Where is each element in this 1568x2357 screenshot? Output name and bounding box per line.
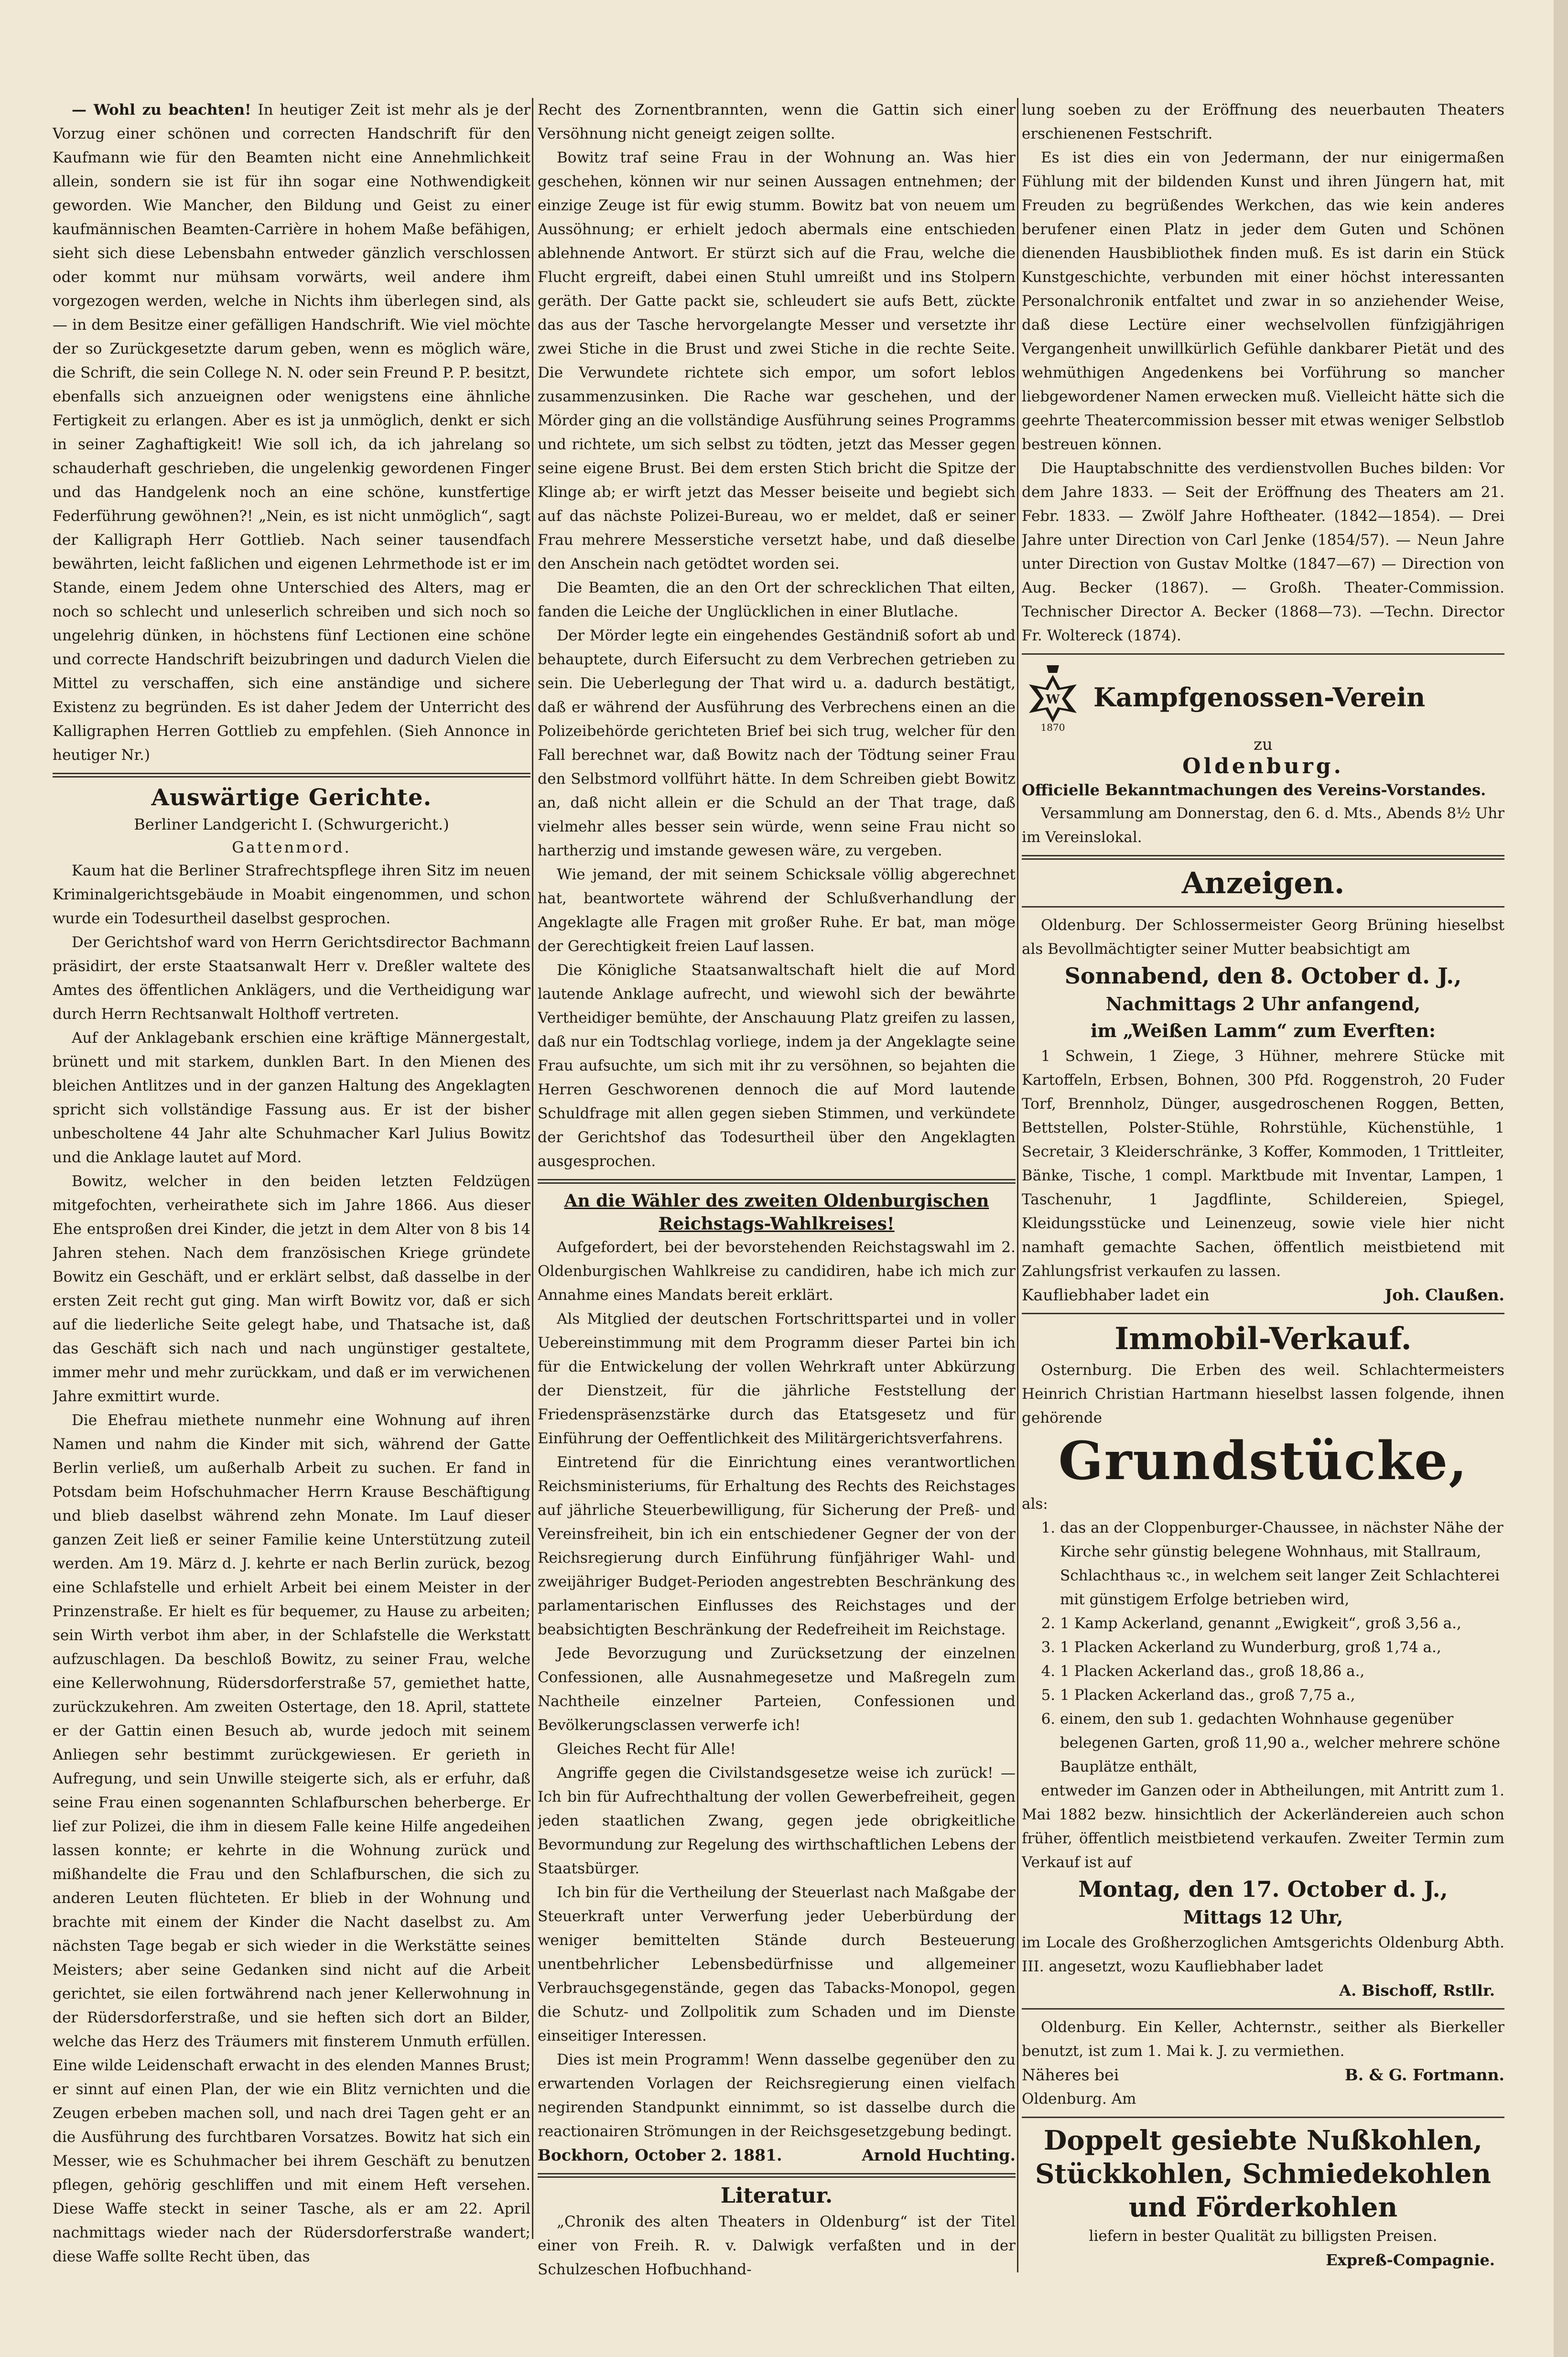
property-lot: 2. 1 Kamp Ackerland, genannt „Ewigkeit“, groß 3,56 a., [1060,1611,1504,1635]
property-place: im Locale des Großherzoglichen Amtsgerichts Oldenburg Abth. III. angesetzt, wozu Kaufliebhaber ladet [1022,1934,1504,1975]
cellar-place: Oldenburg. Am [1022,2090,1136,2108]
cellar-ad: Oldenburg. Ein Keller, Achternstr., seither als Bierkeller benutzt, ist zum 1. Mai k. J. zu vermiethen. [1022,2019,1504,2060]
column-1 [53,98,530,2347]
literature-continued: Es ist dies ein von Jedermann, der nur einigermaßen Fühlung mit der bildenden Kunst und ihren Jüngern hat, mit Freuden zu begrüßendes Werkchen, das wie kein anderes berufener einen Platz in jeder dem Guten und Schönen dienenden Hausbibliothek finden muß. Es ist darin ein Stück Kunstgeschichte, verbunden mit einer höchst interessanten Personalchronik entfaltet und zwar in so anziehender Weise, daß diese Lectüre einer wechselvollen fünfzigjährigen Vergangenheit unwillkürlich Gefühle dankbarer Pietät und des wehmüthigen Angedenkens bei Vorführung so mancher liebgewordener Namen erwecken muß. Vielleicht hätte sich die geehrte Theatercommission besser mit etwas weniger Selbstlob bestreuen können. [1022,149,1504,453]
svg-text:W: W [1046,692,1060,707]
coal-ad-heading: Doppelt gesiebte Nußkohlen, Stückkohlen, Schmiedekohlen und Förderkohlen [1035,2125,1492,2223]
property-sale-intro: Osternburg. Die Erben des weil. Schlachtermeisters Heinrich Christian Hartmann hieselbst lassen folgende, ihnen gehörende [1022,1362,1504,1427]
literature-heading: Literatur. [720,2184,833,2208]
column-rule [1017,98,1018,2272]
divider [53,773,530,778]
page-edge [1554,0,1568,2357]
property-lots [1022,1516,1504,1779]
appeal-paragraph: Aufgefordert, bei der bevorstehenden Reichstagswahl im 2. Oldenburgischen Wahlkreise zu candidiren, habe ich mich zur Annahme eines Mandats bereit erklärt. [538,1239,1016,1304]
property-heading: Grundstücke, [1058,1430,1468,1492]
article-paragraph: Der Gerichtshof ward von Herrn Gerichtsdirector Bachmann präsidirt, der erste Staatsanwalt Herr v. Dreßler waltete des Amtes des öffentlichen Anklägers, und die Vertheidigung war durch Herrn Rechtsanwalt Holthoff vertreten. [53,934,530,1023]
divider [538,2173,1016,2178]
association-city: Oldenburg. [1182,754,1344,778]
appeal-paragraph: Ich bin für die Vertheilung der Steuerlast nach Maßgabe der Steuerkraft unter Verwerfung jeder Ueberbürdung der weniger bemittelten Stände durch Besteuerung unentbehrlicher Lebensbedürfnisse und allgemeiner Verbrauchsgegenstände, gegen das Tabacks-Monopol, gegen die Schutz- und Zollpolitik zum Schaden und im Dienste einseitiger Interessen. [538,1884,1016,2044]
divider [1022,2117,1504,2118]
notice-intro: — Wohl zu beachten! [72,101,251,119]
auction-time: Nachmittags 2 Uhr anfangend, [1105,993,1421,1015]
auction-place: im „Weißen Lamm“ zum Everften: [1090,1020,1436,1041]
article-paragraph: Kaum hat die Berliner Strafrechtspflege ihren Sitz im neuen Kriminalgerichtsgebäude in Moabit eingenommen, und schon wurde ein Todesurtheil daselbst gesprochen. [53,862,530,927]
signature-name: Arnold Huchting. [862,2146,1016,2164]
divider [538,1179,1016,1184]
association-official: Officielle Bekanntmachungen des Vereins-Vorstandes. [1022,781,1486,799]
property-time: Mittags 12 Uhr, [1183,1906,1343,1928]
association-zu: zu [1254,735,1273,754]
cellar-firm: B. & G. Fortmann. [1344,2065,1504,2084]
cellar-signature [1022,2063,1504,2087]
property-lot: 6. einem, den sub 1. gedachten Wohnhause gegenüber belegenen Garten, groß 11,90 a., welcher mehrere schöne Bauplätze enthält, [1060,1707,1504,1779]
ads-heading: Anzeigen. [1181,865,1345,900]
property-tail: entweder im Ganzen oder in Abtheilungen, mit Antritt zum 1. Mai 1882 bezw. hinsichtlich der Ackerländereien auch schon früher, öffentlich meistbietend verkaufen. Zweiter Termin zum Verkauf ist auf [1022,1782,1504,1871]
notice-text: In heutiger Zeit ist mehr als je der Vorzug einer schönen und correcten Handschrift für den Kaufmann wie für den Beamten nicht eine Annehmlichkeit allein, sondern sie ist für ihn sogar eine Nothwendigkeit geworden. Wie Mancher, den Bildung und Geist zu einer kaufmännischen Beamten-Carrière in hohem Maße befähigen, sieht sich diese Lebensbahn entweder gänzlich verschlossen oder kommt nur mühsam vorwärts, weil andere ihm vorgezogen werden, welche in Nichts ihm überlegen sind, als — in dem Besitze einer gefälligen Handschrift. Wie viel möchte der so Zurückgesetzte darum geben, wenn es möglich wäre, die Schrift, die sein College N. N. oder sein Freund P. P. besitzt, ebenfalls sich anzueignen oder wenigstens eine ähnliche Fertigkeit zu erlangen. Aber es ist ja unmöglich, denkt er sich in seiner Zaghaftigkeit! Wie soll ich, da ich jahrelang so schauderhaft geschrieben, die ungelenkig gewordenen Finger und das Handgelenk noch an eine schöne, kunstfertige Federführung gewöhnen?! „Nein, es ist nicht unmöglich“, sagt der Kalligraph Herr Gottlieb. Nach seiner tausendfach bewährten, leicht faßlichen und eigenen Lehrmethode ist er im Stande, einem Jedem ohne Unterschied des Alters, mag er noch so schlecht und unleserlich schreiben und sich noch so ungelehrig dünken, in höchstens fünf Lectionen eine schöne und correcte Handschrift beizubringen und dadurch Vielen die Mittel zu verschaffen, sich eine anständige und sichere Existenz zu begründen. Es ist daher Jedem der Unterricht des Kalligraphen Herren Gottlieb zu empfehlen. (Sieh Annonce in heutiger Nr.) [53,101,530,764]
appeal-signature [538,2143,1016,2167]
article-paragraph: Bowitz, welcher in den beiden letzten Feldzügen mitgefochten, verheirathete sich im Jahre 1866. Aus dieser Ehe entsproßen drei Kinder, die jetzt in dem Alter von 8 bis 14 Jahren stehen. Nach dem französischen Kriege gründete Bowitz ein Geschäft, und er erklärt selbst, daß dasselbe in der ersten Zeit recht gut ging. Man wirft Bowitz vor, daß er sich auf die liederliche Seite gelegt habe, und Thatsache ist, daß das Geschäft sich nach und nach ungünstiger gestaltete, immer mehr und mehr zurückkam, und daß er im verwichenen Jahre exmittirt wurde. [53,1173,530,1405]
case-title: Gattenmord. [232,838,351,856]
article-paragraph: Die Ehefrau miethete nunmehr eine Wohnung auf ihren Namen und nahm die Kinder mit sich, während der Gatte Berlin verließ, um außerhalb Arbeit zu suchen. Er fand in Potsdam beim Hofschuhmacher Herrn Krause Beschäftigung und blieb daselbst während zehn Monate. Im Lauf dieser ganzen Zeit ließ er seiner Familie keine Unterstützung zuteil werden. Am 19. März d. J. kehrte er nach Berlin zurück, bezog eine Schlafstelle und erhielt Arbeit bei einem Meister in der Prinzenstraße. Er hielt es für bequemer, zu Hause zu arbeiten; sein Wirth verbot ihm aber, in der Schlafstelle die Werkstatt aufzuschlagen. Da beschloß Bowitz, zu seiner Frau, welche eine Kellerwohnung, Rüdersdorferstraße 57, gemiethet hatte, zurückzukehren. Am zweiten Ostertage, den 18. April, stattete er der Gattin einen Besuch ab, wurde jedoch mit seinem Anliegen sehr bestimmt zurückgewiesen. Er gerieth in Aufregung, und sein Unwille steigerte sich, als er erfuhr, daß seine Frau einen sogenannten Schlafburschen beherberge. Er lief zur Polizei, die ihm in diesem Falle keine Hilfe angedeihen lassen konnte; er kehrte in die Wohnung zurück und mißhandelte die Frau und den Schlafburschen, die sich zu anderen Leuten flüchteten. Er blieb in der Wohnung und brachte mit einem der Kinder die Nacht daselbst zu. Am nächsten Tage begab er sich wieder in die Werkstätte seines Meisters; aber seine Gedanken sind nicht auf die Arbeit gerichtet, sie eilen fortwährend nach jener Kellerwohnung in der Rüdersdorferstraße, und sie heften sich dort an Bilder, welche das Herz des Träumers mit finsterem Unmuth erfüllen. Eine wilde Leidenschaft erwacht in des elenden Mannes Brust; er sinnt auf einen Plan, der wie ein Blitz vernichten und die Zeugen erbeben machen soll, und nach drei Tagen geht er an die Ausführung des furchtbaren Vorsatzes. Bowitz hat sich ein Messer, wie es Schuhmacher bei ihrem Geschäft zu benutzen pflegen, gehörig geschliffen und mit einem Heft versehen. Diese Waffe steckt in seiner Tasche, als er am 22. April nachmittags wieder nach der Rüdersdorferstraße wandert; diese Waffe sollte Recht üben, das [53,1412,530,2265]
appeal-paragraph: Angriffe gegen die Civilstandsgesetze weise ich zurück! — Ich bin für Aufrechthaltung der vollen Gewerbefreiheit, gegen jeden staatlichen Zwang, gegen jede obrigkeitliche Bevormundung zur Regelung des wirthschaftlichen Lebens der Staatsbürger. [538,1764,1016,1877]
notice-handwriting [53,98,530,767]
article-paragraph: Recht des Zornentbrannten, wenn die Gattin sich einer Versöhnung nicht geneigt zeigen sollte. [538,101,1016,142]
appeal-paragraph: Gleiches Recht für Alle! [557,1741,736,1758]
coal-ad-signature: Expreß-Compagnie. [1326,2251,1495,2269]
court-name: Berliner Landgericht I. (Schwurgericht.) [134,815,449,833]
auction-intro: Oldenburg. Der Schlossermeister Georg Brüning hieselbst als Bevollmächtigter seiner Mutter beabsichtigt am [1022,917,1504,958]
property-lot: 4. 1 Placken Ackerland das., groß 18,86 a., [1060,1659,1504,1683]
divider [1022,653,1504,655]
auction-sig-left: Kaufliebhaber ladet ein [1022,1286,1210,1304]
property-lot: 1. das an der Cloppenburger-Chaussee, in nächster Nähe der Kirche sehr günstig belegene Wohnhaus, mit Stallraum, Schlachthaus ꝛc., in welchem seit langer Zeit Schlachterei mit günstigem Erfolge betrieben wird, [1060,1516,1504,1611]
cellar-more: Näheres bei [1022,2065,1119,2084]
appeal-paragraph: Als Mitglied der deutschen Fortschrittspartei und in voller Uebereinstimmung mit dem Programm dieser Partei bin ich für die Entwickelung der vollen Wehrkraft unter Abkürzung der Dienstzeit, für die jährliche Feststellung der Friedenspräsenzstärke durch das Etatsgesetz und für Einführung der Oeffentlichkeit des Militärgerichtsverfahrens. [538,1310,1016,1447]
association-name: Kampfgenossen-Verein [1093,682,1426,713]
divider [1022,855,1504,860]
section-heading: Auswärtige Gerichte. [151,784,432,811]
property-date: Montag, den 17. October d. J., [1078,1876,1448,1902]
association-text: Versammlung am Donnerstag, den 6. d. Mts., Abends 8½ Uhr im Vereinslokal. [1022,805,1504,846]
appeal-paragraph: Jede Bevorzugung und Zurücksetzung der einzelnen Confessionen, alle Ausnahmegesetze und Maßregeln zum Nachtheile einzelner Parteien, Confessionen und Bevölkerungsclassen verwerfe ich! [538,1645,1016,1734]
property-sale-heading: Immobil-Verkauf. [1114,1321,1412,1357]
literature-continued: lung soeben zu der Eröffnung des neuerbauten Theaters erschienenen Festschrift. [1022,101,1504,142]
signature-place-date: Bockhorn, October 2. 1881. [538,2146,782,2164]
auction-items: 1 Schwein, 1 Ziege, 3 Hühner, mehrere Stücke mit Kartoffeln, Erbsen, Bohnen, 300 Pfd. Roggenstroh, 20 Fuder Torf, Brennholz, Dünger, ausgedroschenen Roggen, Betten, Bettstellen, Polster-Stühle, Rohrstühle, Küchenstühle, 1 Secretair, 3 Kleiderschränke, 3 Koffer, Kommoden, 1 Trittleiter, Bänke, Tische, 1 compl. Marktbude mit Inventar, Lampen, 1 Taschenuhr, 1 Jagdflinte, Schildereien, Spiegel, Kleidungsstücke und Leinenzeug, sowie viele hier nicht namhaft gemachte Sachen, öffentlich meistbietend mit Zahlungsfrist verkaufen zu lassen. [1022,1048,1504,1280]
iron-cross-icon [1022,661,1084,733]
divider [1022,906,1504,908]
property-lot: 3. 1 Placken Ackerland zu Wunderburg, groß 1,74 a., [1060,1635,1504,1659]
article-paragraph: Wie jemand, der mit seinem Schicksale völlig abgerechnet hat, beantwortete während der Schlußverhandlung der Angeklagte alle Fragen mit großer Ruhe. Er bat, man möge der Gerechtigkeit freien Lauf lassen. [538,866,1016,955]
literature-text: „Chronik des alten Theaters in Oldenburg“ ist der Titel einer von Freih. R. v. Dalwigk verfaßten und in der Schulzeschen Hofbuchhand- [538,2213,1016,2278]
svg-text:1870: 1870 [1040,722,1065,733]
article-paragraph: Die Königliche Staatsanwaltschaft hielt die auf Mord lautende Anklage aufrecht, und wiewohl sich der bewährte Vertheidiger bemühte, der Anschauung Platz greifen zu lassen, daß nur ein Todtschlag vorliege, indem ja der Angeklagte seine Frau aufsuchte, um sich mit ihr zu versöhnen, so bejahten die Herren Geschworenen dennoch die auf Mord lautende Schuldfrage mit allen gegen sieben Stimmen, und verkündete der Gerichtshof das Todesurtheil über den Angeklagten ausgesprochen. [538,962,1016,1170]
auction-sig-right: Joh. Claußen. [1384,1286,1504,1304]
auction-date: Sonnabend, den 8. October d. J., [1064,963,1462,989]
column-2 [538,98,1016,2347]
property-als: als: [1022,1495,1048,1513]
property-signature: A. Bischoff, Rstllr. [1339,1981,1495,2000]
auction-signature [1022,1283,1504,1307]
appeal-paragraph: Eintretend für die Einrichtung eines verantwortlichen Reichsministeriums, für Erhaltung des Rechts des Reichstages auf jährliche Steuerbewilligung, für Sicherung der Preß- und Vereinsfreiheit, bin ich ein entschiedener Gegner der von der Reichsregierung durch Einführung fünfjähriger Wahl- und zweijähriger Budget-Perioden angestrebten Beschränkung des parlamentarischen Einflusses des Reichstages und der beabsichtigten Beschränkung der Redefreiheit im Reichstage. [538,1454,1016,1638]
literature-continued: Die Hauptabschnitte des verdienstvollen Buches bilden: Vor dem Jahre 1833. — Seit der Eröffnung des Theaters am 21. Febr. 1833. — Zwölf Jahre Hoftheater. (1842—1854). — Drei Jahre unter Direction von Carl Jenke (1854/57). — Neun Jahre unter Direction von Gustav Moltke (1847—67) — Direction von Aug. Becker (1867). — Großh. Theater-Commission. Technischer Director A. Becker (1868—73). —Techn. Director Fr. Woltereck (1874). [1022,460,1504,644]
property-lot: 5. 1 Placken Ackerland das., groß 7,75 a., [1060,1683,1504,1707]
column-3 [1022,98,1504,2347]
veterans-association-notice [1022,661,1504,733]
article-paragraph: Die Beamten, die an den Ort der schrecklichen That eilten, fanden die Leiche der Unglücklichen in einer Blutlache. [538,579,1016,620]
coal-ad-text: liefern in bester Qualität zu billigsten Preisen. [1089,2227,1438,2245]
column-rule [532,98,533,2239]
article-paragraph: Der Mörder legte ein eingehendes Geständniß sofort ab und behauptete, durch Eifersucht zu dem Verbrechen getrieben zu sein. Die Ueberlegung der That wird u. a. dadurch bestätigt, daß er während der Ausführung des Verbrechens einen an die Polizeibehörde gerichteten Brief bei sich trug, welcher für den Fall berechnet war, daß Bowitz nach der Tödtung seiner Frau den Selbstmord vollführt hätte. In dem Schreiben giebt Bowitz an, daß nicht allein er die Schuld an der That trage, daß vielmehr alles besser sein würde, wenn seine Frau nicht so hartherzig und imstande gewesen wäre, zu vergeben. [538,627,1016,859]
appeal-paragraph: Dies ist mein Programm! Wenn dasselbe gegenüber den zu erwartenden Vorlagen der Reichsregierung einen vielfach negirenden Standpunkt einnimmt, so ist dasselbe durch die reactionairen Strömungen in der Reichsgesetzgebung bedingt. [538,2051,1016,2140]
divider [1022,2008,1504,2010]
divider [1022,1313,1504,1314]
article-paragraph: Bowitz traf seine Frau in der Wohnung an. Was hier geschehen, können wir nur seinen Aussagen entnehmen; der einzige Zeuge ist für ewig stumm. Bowitz bat von neuem um Aussöhnung; er erhielt jedoch abermals eine entschieden ablehnende Antwort. Er stürzt sich auf die Frau, welche die Flucht ergreift, dabei einen Stuhl umreißt und ins Stolpern geräth. Der Gatte packt sie, schleudert sie aufs Bett, zückte das aus der Tasche hervorgelangte Messer und versetzte ihr zwei Stiche in die Brust und zwei Stiche in die rechte Seite. Die Verwundete richtete sich empor, um sofort leblos zusammenzusinken. Die Rache war geschehen, und der Mörder ging an die vollständige Ausführung seines Programms und richtete, um sich selbst zu tödten, jetzt das Messer gegen seine eigene Brust. Bei dem ersten Stich bricht die Spitze der Klinge ab; er wirft jetzt das Messer beiseite und begiebt sich auf das nächste Polizei-Bureau, wo er meldet, daß er seiner Frau mehrere Messerstiche versetzt habe, und daß dieselbe den Anschein nach getödtet worden sei. [538,149,1016,573]
appeal-heading: An die Wähler des zweiten Oldenburgischen Reichstags-Wahlkreises! [564,1191,989,1234]
article-paragraph: Auf der Anklagebank erschien eine kräftige Männergestalt, brünett und mit starkem, dunklen Bart. In den Mienen des bleichen Antlitzes und in der ganzen Haltung des Angeklagten spricht sich vollständige Fassung aus. Er ist der bisher unbescholtene 44 Jahr alte Schuhmacher Karl Julius Bowitz und die Anklage lautet auf Mord. [53,1029,530,1166]
